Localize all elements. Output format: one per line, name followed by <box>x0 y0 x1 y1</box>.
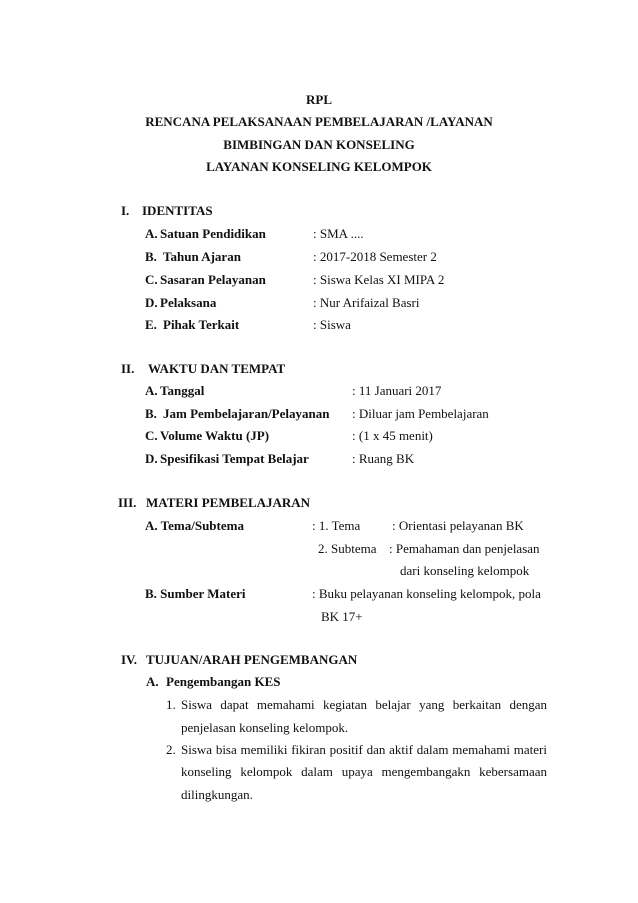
subsection-key: A. <box>146 674 159 689</box>
schedule-value: : Ruang BK <box>352 451 415 466</box>
section-1-number: I. <box>121 203 130 218</box>
goal-1-line-1: Siswa dapat memahami kegiatan belajar yang berkaitan dengan <box>181 697 547 712</box>
doc-title: RPL <box>306 92 332 107</box>
identity-label: Pihak Terkait <box>163 317 240 332</box>
section-2-number: II. <box>121 361 135 376</box>
schedule-key: D. <box>145 451 158 466</box>
identity-value: : Siswa <box>313 317 351 332</box>
schedule-value: : Diluar jam Pembelajaran <box>352 406 489 421</box>
identity-key: A. <box>145 226 158 241</box>
goal-2-number: 2. <box>166 742 176 757</box>
identity-key: D. <box>145 295 158 310</box>
section-3-number: III. <box>118 495 137 510</box>
identity-value: : Siswa Kelas XI MIPA 2 <box>313 272 445 287</box>
identity-value: : SMA .... <box>313 226 364 241</box>
schedule-label: Jam Pembelajaran/Pelayanan <box>163 406 330 421</box>
section-4-title: TUJUAN/ARAH PENGEMBANGAN <box>146 652 358 667</box>
schedule-value: : (1 x 45 menit) <box>352 428 433 443</box>
identity-value: : Nur Arifaizal Basri <box>313 295 420 310</box>
identity-label: Tahun Ajaran <box>163 249 241 264</box>
section-2-title: WAKTU DAN TEMPAT <box>148 361 286 376</box>
goal-1-line-2: penjelasan konseling kelompok. <box>181 720 349 735</box>
schedule-label: Volume Waktu (JP) <box>160 428 270 443</box>
identity-label: Satuan Pendidikan <box>160 226 266 241</box>
identity-label: Sasaran Pelayanan <box>160 272 266 287</box>
identity-key: B. <box>145 249 157 264</box>
goal-1-number: 1. <box>166 697 176 712</box>
goal-2-line-2: konseling kelompok dalam upaya mengembangakn kebersamaan <box>181 764 547 779</box>
schedule-value: : 11 Januari 2017 <box>352 383 442 398</box>
schedule-label: Spesifikasi Tempat Belajar <box>160 451 309 466</box>
schedule-label: Tanggal <box>160 383 205 398</box>
identity-value: : 2017-2018 Semester 2 <box>313 249 437 264</box>
tema-2-number: 2. Subtema <box>318 541 377 556</box>
sumber-value: : Buku pelayanan konseling kelompok, pola <box>312 586 541 601</box>
schedule-key: A. <box>145 383 158 398</box>
tema-1-number: : 1. Tema <box>312 518 361 533</box>
doc-subtitle-1: RENCANA PELAKSANAAN PEMBELAJARAN /LAYANAN <box>145 114 493 129</box>
subsection-title: Pengembangan KES <box>166 674 281 689</box>
tema-1-value: : Orientasi pelayanan BK <box>392 518 524 533</box>
section-1-title: IDENTITAS <box>142 203 213 218</box>
tema-2-value-cont: dari konseling kelompok <box>400 563 530 578</box>
goal-2-line-3: dilingkungan. <box>181 787 253 802</box>
tema-2-value: : Pemahaman dan penjelasan <box>389 541 540 556</box>
identity-key: C. <box>145 272 158 287</box>
doc-subtitle-2: BIMBINGAN DAN KONSELING <box>223 137 415 152</box>
sumber-label: B. Sumber Materi <box>145 586 246 601</box>
schedule-key: C. <box>145 428 158 443</box>
tema-label: A. Tema/Subtema <box>145 518 244 533</box>
section-4-number: IV. <box>121 652 138 667</box>
sumber-value-cont: BK 17+ <box>321 609 363 624</box>
goal-2-line-1: Siswa bisa memiliki fikiran positif dan aktif dalam memahami materi <box>181 742 547 757</box>
identity-key: E. <box>145 317 157 332</box>
schedule-key: B. <box>145 406 157 421</box>
section-3-title: MATERI PEMBELAJARAN <box>146 495 311 510</box>
doc-subtitle-3: LAYANAN KONSELING KELOMPOK <box>206 159 432 174</box>
identity-label: Pelaksana <box>160 295 217 310</box>
